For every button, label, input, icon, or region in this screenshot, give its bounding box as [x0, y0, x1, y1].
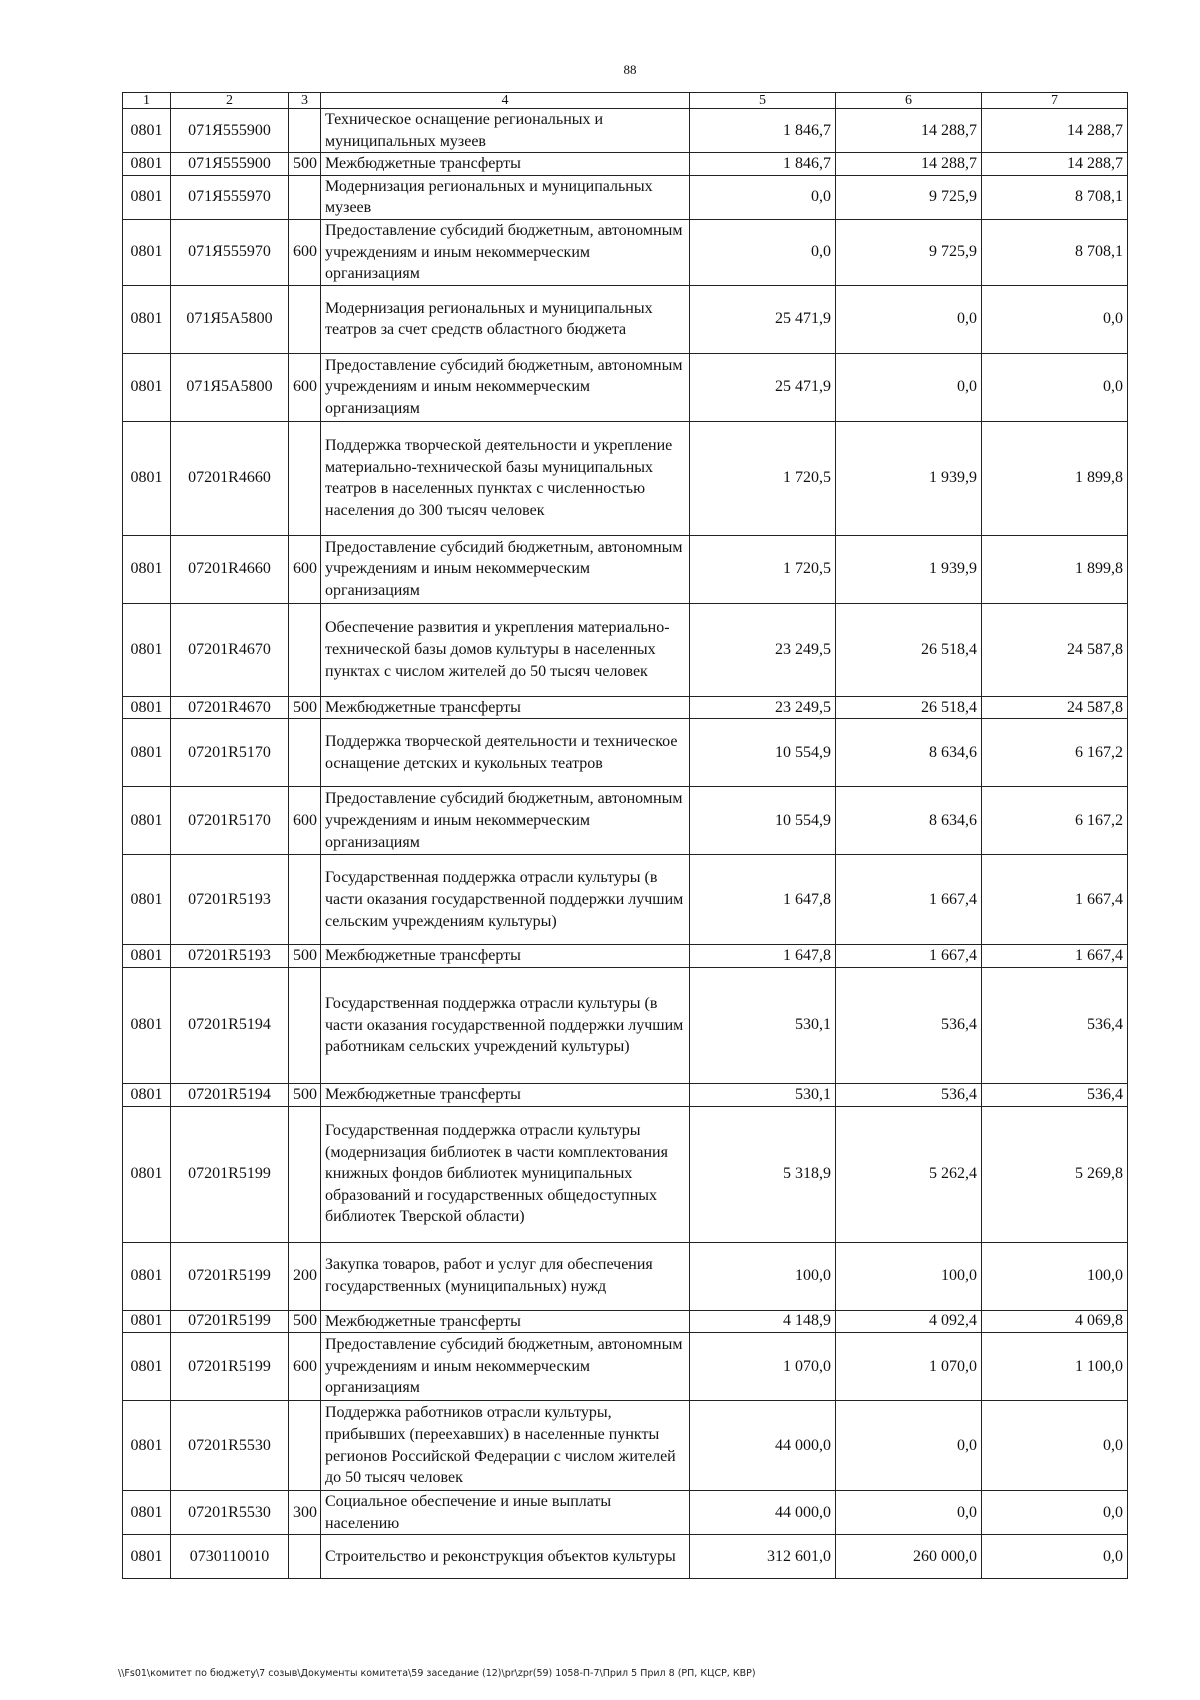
expense-type-cell — [289, 1401, 321, 1491]
amount-year1-cell: 25 471,9 — [690, 285, 836, 353]
amount-year3-cell: 1 100,0 — [982, 1333, 1128, 1401]
amount-year2-cell: 1 939,9 — [836, 535, 982, 603]
section-code-cell: 0801 — [123, 153, 171, 176]
expense-type-cell — [289, 421, 321, 535]
target-article-cell: 07201R5194 — [171, 967, 289, 1083]
amount-year2-cell: 0,0 — [836, 1491, 982, 1535]
target-article-cell: 071Я555970 — [171, 175, 289, 219]
description-cell: Поддержка творческой деятельности и техническое оснащение детских и кукольных театров — [321, 719, 690, 787]
table-row — [123, 1083, 1128, 1106]
table-row — [123, 945, 1128, 968]
target-article-cell: 07201R4660 — [171, 535, 289, 603]
amount-year3-cell: 536,4 — [982, 967, 1128, 1083]
target-article-cell: 07201R4670 — [171, 696, 289, 719]
amount-year1-cell: 312 601,0 — [690, 1535, 836, 1579]
amount-year1-cell: 10 554,9 — [690, 719, 836, 787]
amount-year3-cell: 536,4 — [982, 1083, 1128, 1106]
amount-year1-cell: 5 318,9 — [690, 1106, 836, 1242]
table-row — [123, 1535, 1128, 1579]
expense-type-cell — [289, 603, 321, 696]
table-row — [123, 219, 1128, 285]
target-article-cell: 071Я555900 — [171, 153, 289, 176]
description-cell: Закупка товаров, работ и услуг для обеспечения государственных (муниципальных) нужд — [321, 1242, 690, 1310]
table-row — [123, 353, 1128, 421]
description-cell: Государственная поддержка отрасли культуры (модернизация библиотек в части комплектования книжных фондов библиотек муниципальных образований и государственных общедоступных библиотек Тверской области) — [321, 1106, 690, 1242]
table-row — [123, 1333, 1128, 1401]
table-row — [123, 535, 1128, 603]
amount-year1-cell: 25 471,9 — [690, 353, 836, 421]
target-article-cell: 071Я5А5800 — [171, 285, 289, 353]
description-cell: Межбюджетные трансферты — [321, 1083, 690, 1106]
amount-year1-cell: 1 070,0 — [690, 1333, 836, 1401]
amount-year3-cell: 1 899,8 — [982, 421, 1128, 535]
table-row — [123, 1310, 1128, 1333]
amount-year2-cell: 0,0 — [836, 285, 982, 353]
expense-type-cell: 500 — [289, 945, 321, 968]
column-number-row — [123, 93, 1128, 109]
expense-type-cell — [289, 719, 321, 787]
section-code-cell: 0801 — [123, 353, 171, 421]
table-row — [123, 603, 1128, 696]
amount-year2-cell: 1 667,4 — [836, 855, 982, 945]
section-code-cell: 0801 — [123, 1333, 171, 1401]
expense-type-cell: 600 — [289, 219, 321, 285]
amount-year3-cell: 6 167,2 — [982, 719, 1128, 787]
amount-year3-cell: 0,0 — [982, 1535, 1128, 1579]
expense-type-cell: 500 — [289, 153, 321, 176]
amount-year1-cell: 23 249,5 — [690, 603, 836, 696]
amount-year3-cell: 6 167,2 — [982, 787, 1128, 855]
target-article-cell: 07201R5170 — [171, 787, 289, 855]
description-cell: Предоставление субсидий бюджетным, автономным учреждениям и иным некоммерческим организациям — [321, 535, 690, 603]
table-row — [123, 1106, 1128, 1242]
amount-year2-cell: 1 667,4 — [836, 945, 982, 968]
amount-year3-cell: 0,0 — [982, 1401, 1128, 1491]
expense-type-cell: 500 — [289, 1083, 321, 1106]
target-article-cell: 07201R5193 — [171, 945, 289, 968]
header-cell: 6 — [836, 93, 982, 109]
description-cell: Предоставление субсидий бюджетным, автономным учреждениям и иным некоммерческим организациям — [321, 787, 690, 855]
section-code-cell: 0801 — [123, 696, 171, 719]
target-article-cell: 07201R5530 — [171, 1491, 289, 1535]
amount-year2-cell: 9 725,9 — [836, 219, 982, 285]
section-code-cell: 0801 — [123, 603, 171, 696]
target-article-cell: 07201R5199 — [171, 1106, 289, 1242]
amount-year3-cell: 1 667,4 — [982, 855, 1128, 945]
expense-type-cell: 300 — [289, 1491, 321, 1535]
expense-type-cell — [289, 109, 321, 153]
amount-year3-cell: 1 667,4 — [982, 945, 1128, 968]
table-body — [123, 109, 1128, 1579]
table-row — [123, 967, 1128, 1083]
section-code-cell: 0801 — [123, 1491, 171, 1535]
target-article-cell: 07201R5194 — [171, 1083, 289, 1106]
section-code-cell: 0801 — [123, 855, 171, 945]
description-cell: Предоставление субсидий бюджетным, автономным учреждениям и иным некоммерческим организациям — [321, 353, 690, 421]
header-cell: 1 — [123, 93, 171, 109]
amount-year3-cell: 100,0 — [982, 1242, 1128, 1310]
table-row — [123, 787, 1128, 855]
amount-year2-cell: 100,0 — [836, 1242, 982, 1310]
target-article-cell: 071Я555900 — [171, 109, 289, 153]
amount-year3-cell: 14 288,7 — [982, 153, 1128, 176]
table-row — [123, 855, 1128, 945]
amount-year2-cell: 260 000,0 — [836, 1535, 982, 1579]
amount-year1-cell: 1 720,5 — [690, 421, 836, 535]
section-code-cell: 0801 — [123, 535, 171, 603]
amount-year2-cell: 536,4 — [836, 1083, 982, 1106]
description-cell: Межбюджетные трансферты — [321, 153, 690, 176]
expense-type-cell: 600 — [289, 353, 321, 421]
section-code-cell: 0801 — [123, 967, 171, 1083]
table-row — [123, 1491, 1128, 1535]
table-row — [123, 153, 1128, 176]
expense-type-cell — [289, 855, 321, 945]
amount-year1-cell: 530,1 — [690, 967, 836, 1083]
target-article-cell: 07201R4660 — [171, 421, 289, 535]
amount-year1-cell: 4 148,9 — [690, 1310, 836, 1333]
expense-type-cell — [289, 1106, 321, 1242]
amount-year2-cell: 0,0 — [836, 1401, 982, 1491]
target-article-cell: 0730110010 — [171, 1535, 289, 1579]
expense-type-cell: 500 — [289, 1310, 321, 1333]
budget-table — [122, 92, 1128, 1579]
expense-type-cell: 600 — [289, 787, 321, 855]
table-row — [123, 175, 1128, 219]
section-code-cell: 0801 — [123, 1310, 171, 1333]
description-cell: Техническое оснащение региональных и муниципальных музеев — [321, 109, 690, 153]
amount-year2-cell: 14 288,7 — [836, 153, 982, 176]
section-code-cell: 0801 — [123, 285, 171, 353]
expense-type-cell: 600 — [289, 1333, 321, 1401]
description-cell: Государственная поддержка отрасли культуры (в части оказания государственной поддержки лучшим работникам сельских учреждений культуры) — [321, 967, 690, 1083]
target-article-cell: 07201R4670 — [171, 603, 289, 696]
description-cell: Поддержка творческой деятельности и укрепление материально-технической базы муниципальных театров в населенных пунктах с численностью населения до 300 тысяч человек — [321, 421, 690, 535]
page-number: 88 — [623, 62, 637, 77]
target-article-cell: 07201R5193 — [171, 855, 289, 945]
description-cell: Модернизация региональных и муниципальных музеев — [321, 175, 690, 219]
target-article-cell: 071Я555970 — [171, 219, 289, 285]
section-code-cell: 0801 — [123, 1242, 171, 1310]
header-cell: 2 — [171, 93, 289, 109]
amount-year2-cell: 8 634,6 — [836, 719, 982, 787]
table-row — [123, 285, 1128, 353]
amount-year2-cell: 4 092,4 — [836, 1310, 982, 1333]
table-row — [123, 421, 1128, 535]
amount-year3-cell: 8 708,1 — [982, 175, 1128, 219]
amount-year2-cell: 8 634,6 — [836, 787, 982, 855]
header-cell: 7 — [982, 93, 1128, 109]
amount-year1-cell: 0,0 — [690, 175, 836, 219]
expense-type-cell: 600 — [289, 535, 321, 603]
target-article-cell: 07201R5530 — [171, 1401, 289, 1491]
target-article-cell: 07201R5170 — [171, 719, 289, 787]
header-cell: 5 — [690, 93, 836, 109]
amount-year2-cell: 536,4 — [836, 967, 982, 1083]
description-cell: Государственная поддержка отрасли культуры (в части оказания государственной поддержки лучшим сельским учреждениям культуры) — [321, 855, 690, 945]
description-cell: Предоставление субсидий бюджетным, автономным учреждениям и иным некоммерческим организациям — [321, 219, 690, 285]
amount-year1-cell: 1 846,7 — [690, 109, 836, 153]
amount-year2-cell: 26 518,4 — [836, 696, 982, 719]
amount-year3-cell: 14 288,7 — [982, 109, 1128, 153]
description-cell: Поддержка работников отрасли культуры, прибывших (переехавших) в населенные пункты регионов Российской Федерации с числом жителей до 50 тысяч человек — [321, 1401, 690, 1491]
description-cell: Предоставление субсидий бюджетным, автономным учреждениям и иным некоммерческим организациям — [321, 1333, 690, 1401]
amount-year1-cell: 100,0 — [690, 1242, 836, 1310]
section-code-cell: 0801 — [123, 945, 171, 968]
section-code-cell: 0801 — [123, 719, 171, 787]
table-row — [123, 696, 1128, 719]
amount-year3-cell: 8 708,1 — [982, 219, 1128, 285]
amount-year2-cell: 0,0 — [836, 353, 982, 421]
expense-type-cell — [289, 285, 321, 353]
section-code-cell: 0801 — [123, 787, 171, 855]
header-cell: 4 — [321, 93, 690, 109]
target-article-cell: 07201R5199 — [171, 1310, 289, 1333]
expense-type-cell — [289, 175, 321, 219]
amount-year2-cell: 26 518,4 — [836, 603, 982, 696]
amount-year1-cell: 1 720,5 — [690, 535, 836, 603]
amount-year3-cell: 0,0 — [982, 1491, 1128, 1535]
amount-year1-cell: 44 000,0 — [690, 1401, 836, 1491]
target-article-cell: 071Я5А5800 — [171, 353, 289, 421]
amount-year2-cell: 1 070,0 — [836, 1333, 982, 1401]
amount-year1-cell: 23 249,5 — [690, 696, 836, 719]
table-row — [123, 1401, 1128, 1491]
header-cell: 3 — [289, 93, 321, 109]
amount-year3-cell: 24 587,8 — [982, 696, 1128, 719]
section-code-cell: 0801 — [123, 1083, 171, 1106]
target-article-cell: 07201R5199 — [171, 1333, 289, 1401]
table-row — [123, 719, 1128, 787]
section-code-cell: 0801 — [123, 109, 171, 153]
amount-year1-cell: 1 846,7 — [690, 153, 836, 176]
description-cell: Межбюджетные трансферты — [321, 1310, 690, 1333]
expense-type-cell — [289, 1535, 321, 1579]
amount-year3-cell: 5 269,8 — [982, 1106, 1128, 1242]
amount-year2-cell: 5 262,4 — [836, 1106, 982, 1242]
section-code-cell: 0801 — [123, 219, 171, 285]
amount-year2-cell: 9 725,9 — [836, 175, 982, 219]
target-article-cell: 07201R5199 — [171, 1242, 289, 1310]
section-code-cell: 0801 — [123, 1106, 171, 1242]
table-row — [123, 1242, 1128, 1310]
amount-year1-cell: 10 554,9 — [690, 787, 836, 855]
description-cell: Обеспечение развития и укрепления материально-технической базы домов культуры в населенных пунктах с числом жителей до 50 тысяч человек — [321, 603, 690, 696]
amount-year1-cell: 1 647,8 — [690, 855, 836, 945]
amount-year1-cell: 44 000,0 — [690, 1491, 836, 1535]
amount-year1-cell: 530,1 — [690, 1083, 836, 1106]
amount-year3-cell: 4 069,8 — [982, 1310, 1128, 1333]
description-cell: Социальное обеспечение и иные выплаты населению — [321, 1491, 690, 1535]
expense-type-cell: 200 — [289, 1242, 321, 1310]
section-code-cell: 0801 — [123, 1535, 171, 1579]
amount-year3-cell: 0,0 — [982, 285, 1128, 353]
description-cell: Межбюджетные трансферты — [321, 945, 690, 968]
section-code-cell: 0801 — [123, 1401, 171, 1491]
expense-type-cell: 500 — [289, 696, 321, 719]
section-code-cell: 0801 — [123, 175, 171, 219]
amount-year1-cell: 0,0 — [690, 219, 836, 285]
expense-type-cell — [289, 967, 321, 1083]
section-code-cell: 0801 — [123, 421, 171, 535]
amount-year2-cell: 1 939,9 — [836, 421, 982, 535]
amount-year3-cell: 0,0 — [982, 353, 1128, 421]
footer-file-path: \\Fs01\комитет по бюджету\7 созыв\Документы комитета\59 заседание (12)\pr\zpr(59) 1058-П-7\Прил 5 Прил 8 (РП, КЦСР, КВР) — [118, 1668, 756, 1679]
amount-year3-cell: 1 899,8 — [982, 535, 1128, 603]
description-cell: Строительство и реконструкция объектов культуры — [321, 1535, 690, 1579]
amount-year1-cell: 1 647,8 — [690, 945, 836, 968]
amount-year2-cell: 14 288,7 — [836, 109, 982, 153]
description-cell: Модернизация региональных и муниципальных театров за счет средств областного бюджета — [321, 285, 690, 353]
description-cell: Межбюджетные трансферты — [321, 696, 690, 719]
table-row — [123, 109, 1128, 153]
amount-year3-cell: 24 587,8 — [982, 603, 1128, 696]
